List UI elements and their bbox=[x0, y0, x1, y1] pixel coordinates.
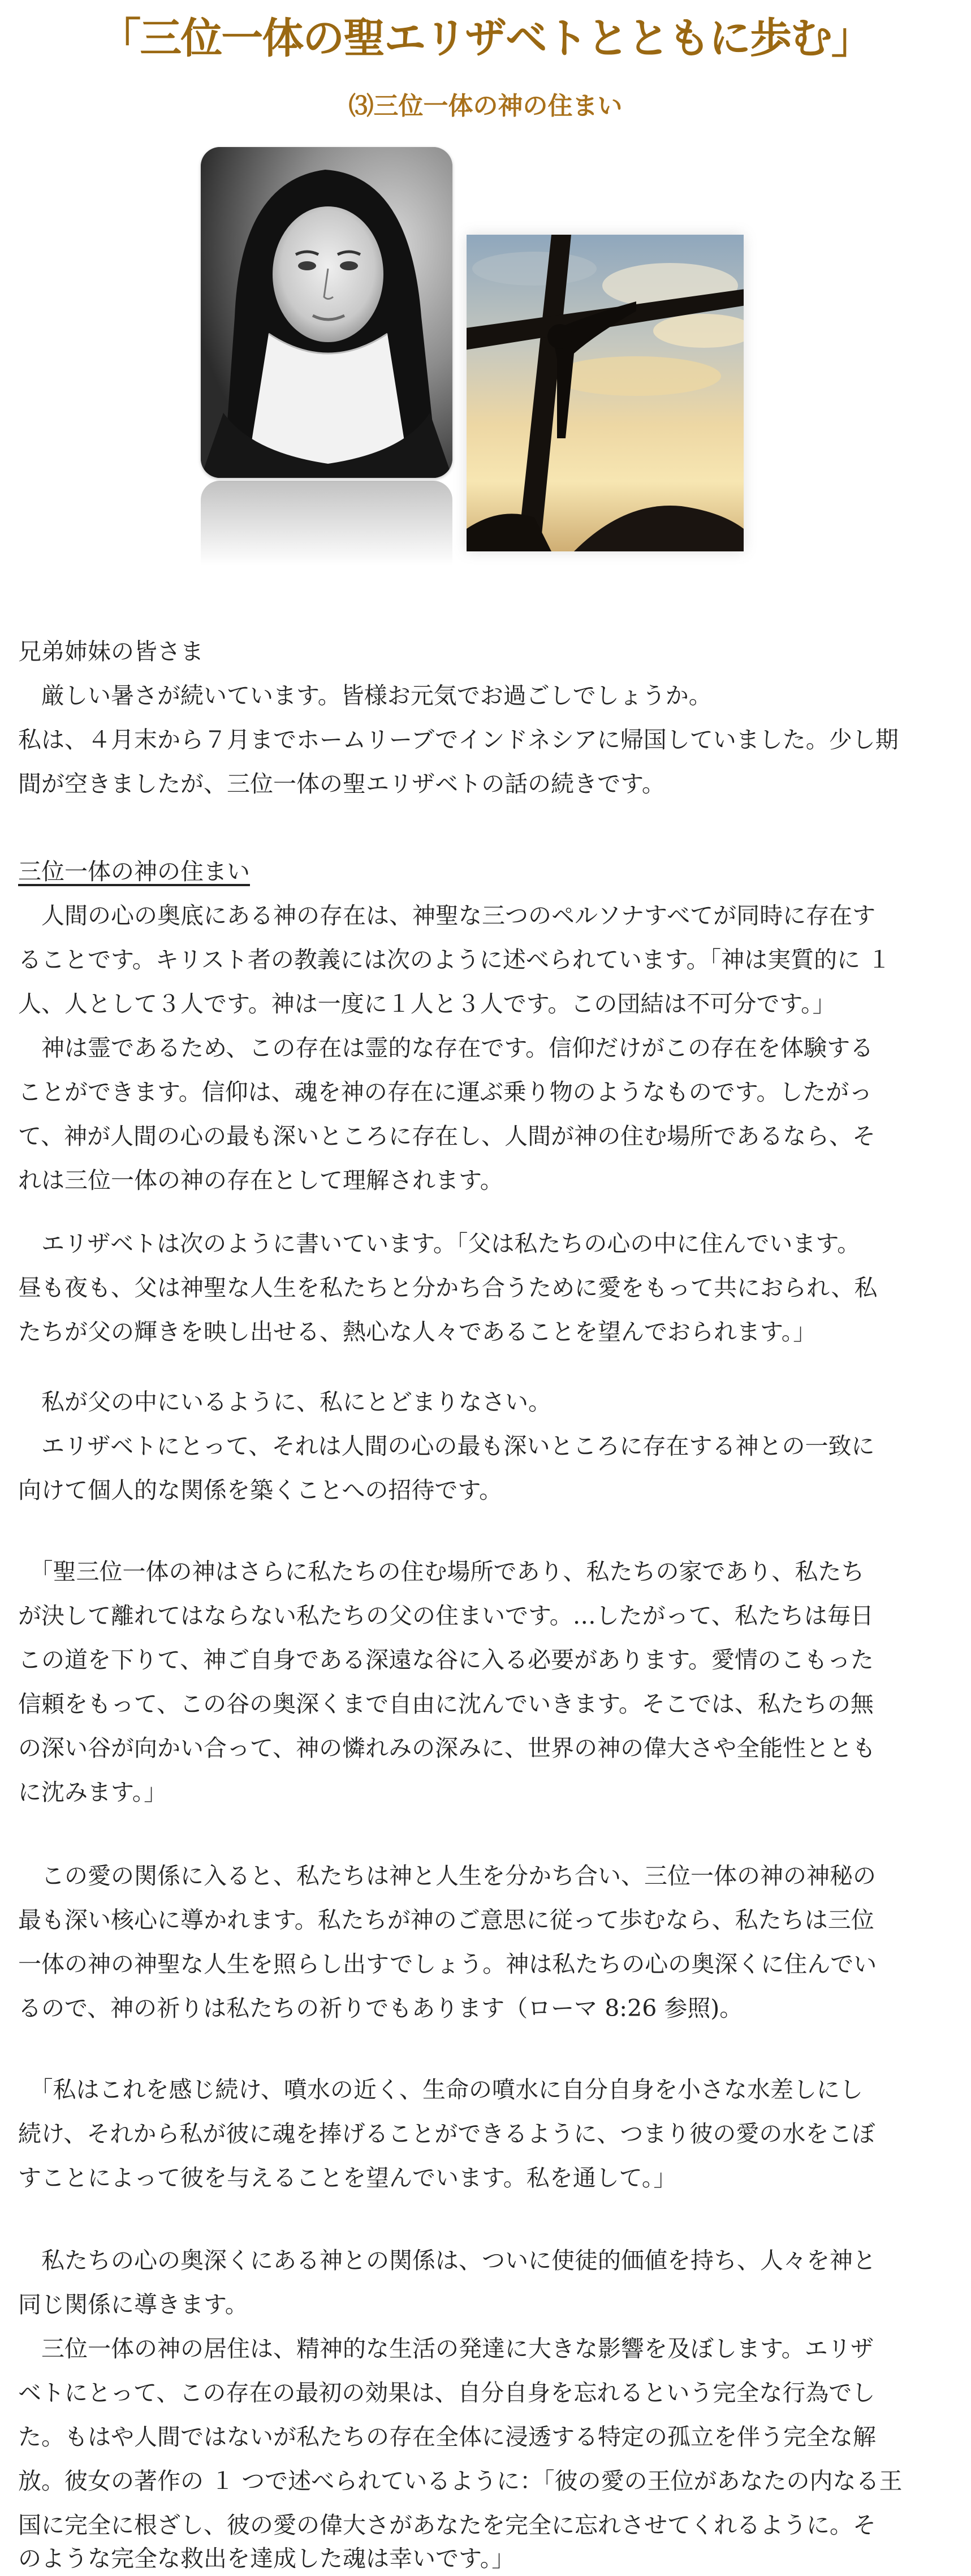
paragraph-line: この愛の関係に入ると、私たちは神と人生を分かち合い、三位一体の神の神秘の bbox=[18, 1862, 876, 1889]
article-title: 「三位一体の聖エリザベトとともに歩む」 bbox=[99, 14, 872, 63]
paragraph-line: 一体の神の神聖な人生を照らし出すでしょう。神は私たちの心の奥深くに住んでい bbox=[18, 1951, 877, 1978]
paragraph-line: 厳しい暑さが続いています。皆様お元気でお過ごしでしょうか。 bbox=[18, 682, 712, 709]
paragraph-line: 神は霊であるため、この存在は霊的な存在です。信仰だけがこの存在を体験する bbox=[18, 1034, 874, 1062]
portrait-illustration bbox=[201, 147, 452, 478]
salutation: 兄弟姉妹の皆さま bbox=[18, 638, 204, 665]
paragraph-line: 私たちの心の奥深くにある神との関係は、ついに使徒的価値を持ち、人々を神と bbox=[18, 2247, 876, 2274]
paragraph-line: ることです。キリスト者の教義には次のように述べられています。「神は実質的に １ bbox=[18, 946, 891, 973]
portrait-photo bbox=[201, 147, 452, 478]
paragraph-line: ベトにとって、この存在の最初の効果は、自分自身を忘れるという完全な行為でし bbox=[18, 2379, 875, 2406]
paragraph-line: 私は、４月末から７月までホームリーブでインドネシアに帰国していました。少し期 bbox=[18, 726, 899, 753]
paragraph-line: 私が父の中にいるように、私にとどまりなさい。 bbox=[18, 1388, 551, 1416]
paragraph-line: て、神が人間の心の最も深いところに存在し、人間が神の住む場所であるなら、そ bbox=[18, 1123, 876, 1150]
article-subtitle: ⑶三位一体の神の住まい bbox=[348, 92, 623, 120]
quote-line: すことによって彼を与えることを望んでいます。私を通して。」 bbox=[18, 2164, 677, 2191]
quote-line: 信頼をもって、この谷の奥深くまで自由に沈んでいきます。そこでは、私たちの無 bbox=[18, 1690, 874, 1718]
paragraph-line: れは三位一体の神の存在として理解されます。 bbox=[18, 1167, 503, 1194]
paragraph-line: 最も深い核心に導かれます。私たちが神のご意思に従って歩むなら、私たちは三位 bbox=[18, 1906, 874, 1934]
paragraph-line: エリザベトにとって、それは人間の心の最も深いところに存在する神との一致に bbox=[18, 1432, 875, 1460]
paragraph-line: るので、神の祈りは私たちの祈りでもあります（ローマ 8:26 参照)。 bbox=[18, 1995, 743, 2022]
quote-line: 続け、それから私が彼に魂を捧げることができるように、つまり彼の愛の水をこぼ bbox=[18, 2120, 875, 2147]
quote-line: の深い谷が向かい合って、神の憐れみの深みに、世界の神の偉大さや全能性ととも bbox=[18, 1734, 876, 1762]
quote-line: が決して離れてはならない私たちの父の住まいです。…したがって、私たちは毎日 bbox=[18, 1602, 874, 1629]
paragraph-line: 三位一体の神の居住は、精神的な生活の発達に大きな影響を及ぼします。エリザ bbox=[18, 2335, 874, 2362]
crucifix-illustration bbox=[467, 235, 744, 551]
portrait-reflection bbox=[201, 481, 452, 566]
paragraph-line: 人間の心の奥底にある神の存在は、神聖な三つのペルソナすべてが同時に存在す bbox=[18, 902, 876, 929]
paragraph-line: た。もはや人間ではないが私たちの存在全体に浸透する特定の孤立を伴う完全な解 bbox=[18, 2423, 876, 2450]
section-heading: 三位一体の神の住まい bbox=[18, 858, 250, 885]
paragraph-line: 昼も夜も、父は神聖な人生を私たちと分かち合うために愛をもって共におられ、私 bbox=[18, 1274, 878, 1301]
paragraph-line: 放。彼女の著作の １ つで述べられているように：「彼の愛の王位があなたの内なる王 bbox=[18, 2467, 903, 2495]
paragraph-line: 向けて個人的な関係を築くことへの招待です。 bbox=[18, 1477, 503, 1504]
paragraph-line: のような完全な救出を達成した魂は幸いです。」 bbox=[18, 2545, 515, 2572]
paragraph-line: 同じ関係に導きます。 bbox=[18, 2291, 248, 2318]
paragraph-line: エリザベトは次のように書いています。「父は私たちの心の中に住んでいます。 bbox=[18, 1230, 861, 1257]
crucifix-sunset-photo bbox=[467, 235, 744, 551]
paragraph-line: 人、人として３人です。神は一度に１人と３人です。この団結は不可分です。」 bbox=[18, 990, 836, 1017]
paragraph-line: たちが父の輝きを映し出せる、熱心な人々であることを望んでおられます。」 bbox=[18, 1318, 817, 1345]
quote-line: に沈みます。」 bbox=[18, 1779, 167, 1806]
paragraph-line: ことができます。信仰は、魂を神の存在に運ぶ乗り物のようなものです。したがっ bbox=[18, 1078, 873, 1106]
quote-line: 「聖三位一体の神はさらに私たちの住む場所であり、私たちの家であり、私たち bbox=[18, 1558, 865, 1585]
paragraph-line: 国に完全に根ざし、彼の愛の偉大さがあなたを完全に忘れさせてくれるように。そ bbox=[18, 2512, 876, 2539]
quote-line: この道を下りて、神ご自身である深遠な谷に入る必要があります。愛情のこもった bbox=[18, 1646, 874, 1673]
paragraph-line: 間が空きましたが、三位一体の聖エリザベトの話の続きです。 bbox=[18, 770, 665, 797]
quote-line: 「私はこれを感じ続け、噴水の近く、生命の噴水に自分自身を小さな水差しにし bbox=[18, 2076, 864, 2103]
